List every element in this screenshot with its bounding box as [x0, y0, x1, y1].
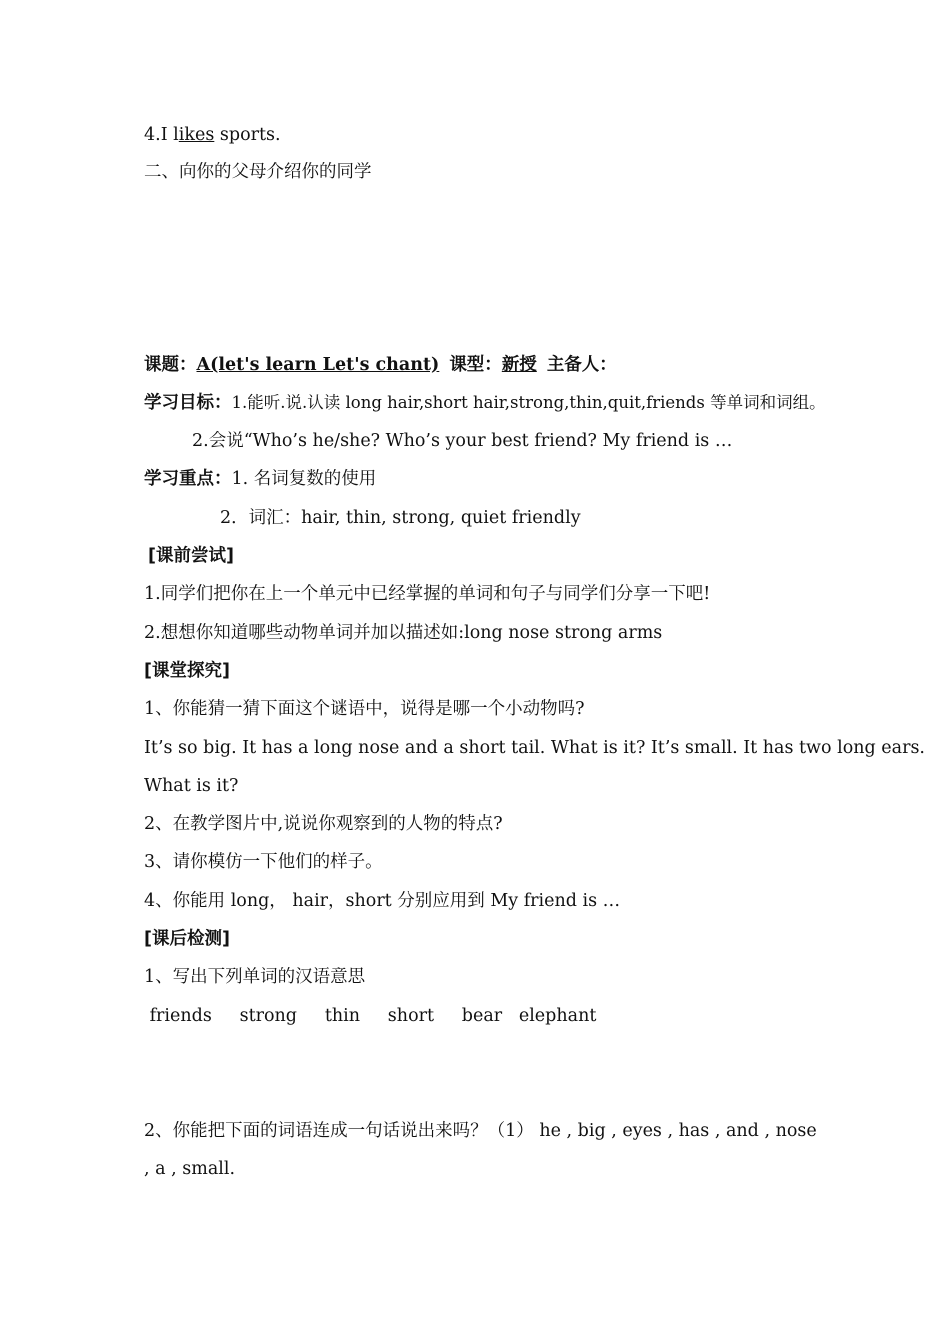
section-two-heading: 二、向你的父母介绍你的同学: [144, 162, 372, 182]
riddle-line-1: It’s so big. It has a long nose and a short tail. What is it? It’s small. It has two long ears.: [144, 738, 925, 758]
goals-item-1: 1.能听.说.认读 long hair,short hair,strong,thin,quit,friends 等单词和词组。: [231, 393, 826, 412]
in-class-item-4: 4、你能用 long， hair，short 分别应用到 My friend is …: [144, 891, 621, 911]
focus-line-1: [144, 468, 820, 490]
line-4-underlined: ikes: [178, 125, 215, 145]
focus-label: 学习重点：: [144, 469, 232, 489]
vocabulary-words: friends strong thin short bear elephant: [144, 1006, 597, 1026]
pre-class-item-2: 2.想想你知道哪些动物单词并加以描述如:long nose strong arms: [144, 623, 663, 643]
after-class-item-1: 1、写出下列单词的汉语意思: [144, 967, 366, 987]
after-class-heading: [课后检测]: [144, 929, 230, 949]
goals-label: 学习目标：: [144, 393, 232, 413]
focus-line-2: 2．词汇：hair, thin, strong, quiet friendly: [220, 508, 581, 528]
topic-value: A(let's learn Let's chant): [196, 355, 440, 375]
riddle-line-2: What is it?: [144, 776, 239, 796]
in-class-item-2: 2、在教学图片中,说说你观察到的人物的特点?: [144, 814, 503, 834]
topic-label: 课题：: [144, 355, 197, 375]
pre-class-item-1: 1.同学们把你在上一个单元中已经掌握的单词和句子与同学们分享一下吧!: [144, 584, 711, 604]
line-4-prefix: 4.I l: [144, 125, 179, 145]
in-class-heading: [课堂探究]: [144, 661, 230, 681]
after-class-item-2-line-2: , a , small.: [144, 1159, 236, 1179]
line-4-suffix: sports.: [214, 125, 281, 145]
goals-line-1: [144, 392, 826, 414]
after-class-item-2-line-1: 2、你能把下面的词语连成一句话说出来吗？（1） he , big , eyes , has , and , nose: [144, 1121, 817, 1141]
exercise-line-4: [144, 124, 820, 146]
goals-line-2: 2.会说“Who’s he/she? Who’s your best friend? My friend is …: [192, 431, 733, 451]
in-class-item-3: 3、请你模仿一下他们的样子。: [144, 852, 383, 872]
pre-class-heading: [课前尝试]: [148, 546, 234, 566]
in-class-item-1: 1、你能猜一猜下面这个谜语中，说得是哪一个小动物吗?: [144, 699, 585, 719]
type-label: 课型：: [449, 355, 502, 375]
host-label: 主备人：: [546, 355, 617, 375]
lesson-header: [144, 354, 820, 376]
focus-item-1: 1. 名词复数的使用: [231, 469, 377, 489]
type-value: 新授: [501, 355, 537, 375]
